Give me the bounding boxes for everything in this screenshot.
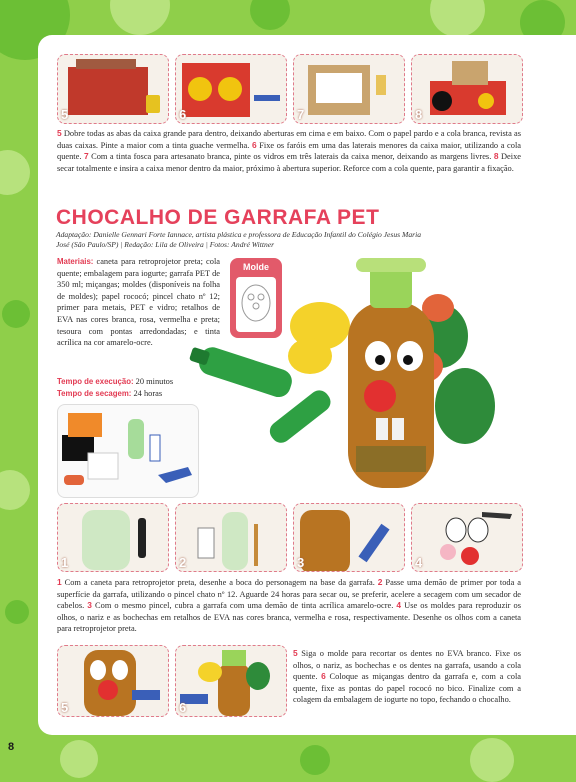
dry-time: Tempo de secagem: 24 horas	[57, 389, 163, 398]
project-title: CHOCALHO DE GARRAFA PET	[56, 206, 380, 229]
background-dot	[470, 738, 514, 782]
top-steps-text: 5 Dobre todas as abas da caixa grande para dentro, deixando aberturas em cima e em baixo. Com o papel pardo e a cola branca, revista as duas caixas. Pinte a maior com a tinta guache vermelha. 6 Fixe os faróis em uma das laterais menores da caixa maior, utilizando a cola quente. 7 Com a tinta fosca para artesanato branca, pinte os vidros em três laterais da caixa menor, deixando as margens livres. 8 Deixe secar totalmente e insira a caixa menor dentro da maior, próximo à abertura superior. Reforce com a cola quente, para garantir a fixação.	[57, 128, 522, 173]
step-marker: 8	[493, 151, 499, 162]
exec-time-label: Tempo de execução:	[57, 377, 134, 386]
step-number: 5	[61, 107, 69, 122]
background-dot	[0, 470, 30, 510]
step-marker: 6	[321, 671, 326, 682]
step-marker: 1	[57, 577, 62, 587]
materials-text: Materiais: caneta para retroprojetor preta; cola quente; embalagem para iogurte; garrafa PET de 350 ml; miçangas; moldes (disponíveis na folha de moldes); papel rococó; pincel chato nº 12; primer para metais, PET e vidro; retalhos de EVA nas cores branca, rosa, vermelha e preta; tesoura com pontas arredondadas; e tinta acrílica na cor amarelo-ocre.	[57, 257, 220, 348]
dry-time-label: Tempo de secagem:	[57, 389, 132, 398]
step-photo-1-bottle	[57, 503, 169, 572]
template-label: Molde	[243, 262, 269, 272]
page-number: 8	[8, 741, 15, 753]
background-dot	[2, 300, 30, 328]
steps-5-6-text: 5 Siga o molde para recortar os dentes no EVA branco. Fixe os olhos, o nariz, as bochechas e os dentes na garrafa, usando a cola quente. 6 Coloque as miçangas dentro da garrafa e, com a cola quente, fixe as pontas do papel rococó no bico. Finalize com a colagem da embalagem de iogurte no topo, fechando o chocalho.	[293, 648, 522, 705]
credit-line: Adaptação: Danielle Gennari Forte Iannace, artista plástica e professora de Educação Infantil do Colégio Jesus Maria	[56, 230, 422, 239]
step-photo-6-hair	[175, 645, 287, 717]
step-marker: 6	[251, 139, 257, 150]
step-marker: 4	[396, 600, 402, 611]
step-marker: 3	[87, 600, 92, 611]
step-photo-5-box	[57, 54, 169, 124]
step-photo-3-paint	[293, 503, 405, 572]
step-number: 2	[179, 555, 187, 570]
background-dot	[110, 0, 170, 35]
step-number: 6	[179, 107, 187, 122]
finished-rattle-photo	[180, 246, 520, 496]
background-dot	[60, 740, 98, 778]
step-number: 1	[61, 555, 69, 570]
step-number: 8	[415, 107, 423, 122]
background-dot	[430, 0, 485, 37]
step-number: 3	[297, 555, 305, 570]
background-dot	[250, 0, 290, 30]
exec-time: Tempo de execução: 20 minutos	[57, 377, 174, 386]
step-photo-6-box	[175, 54, 287, 124]
step-marker: 2	[377, 577, 383, 587]
step-marker: 5	[293, 648, 298, 658]
step-marker: 5	[57, 128, 62, 138]
step-number: 6	[179, 700, 187, 715]
credit-line: José (São Paulo/SP) | Redação: Lila de Oliveira | Fotos: André Wittner	[56, 240, 275, 249]
background-dot	[300, 745, 330, 775]
materials-photo	[57, 404, 199, 498]
step-number: 5	[61, 700, 69, 715]
step-number: 7	[297, 107, 305, 122]
materials-label: Materiais:	[57, 257, 94, 266]
steps-1-4-text: 1 Com a caneta para retroprojetor preta, desenhe a boca do personagem na base da garrafa. 2 Passe uma demão de primer por toda a superfície da garrafa, utilizando o pincel chato nº 12. Aguarde 24 horas para secar ou, se preferir, acelere a secagem com um secador de cabelos. 3 Com o mesmo pincel, cubra a garrafa com uma demão de tinta acrílica amarelo-ocre. 4 Use os moldes para reproduzir os olhos, o nariz e as bochechas em retalhos de EVA nas cores branca, vermelha e rosa, respectivamente. Desenhe os olhos com a caneta para retroprojetor preta.	[57, 577, 521, 634]
step-photo-4-eva	[411, 503, 523, 572]
step-number: 4	[415, 555, 423, 570]
step-photo-7-box	[293, 54, 405, 124]
step-photo-8-box	[411, 54, 523, 124]
step-marker: 7	[83, 151, 89, 162]
background-dot	[0, 150, 30, 195]
background-dot	[5, 600, 29, 624]
step-photo-2-primer	[175, 503, 287, 572]
step-photo-5-face	[57, 645, 169, 717]
